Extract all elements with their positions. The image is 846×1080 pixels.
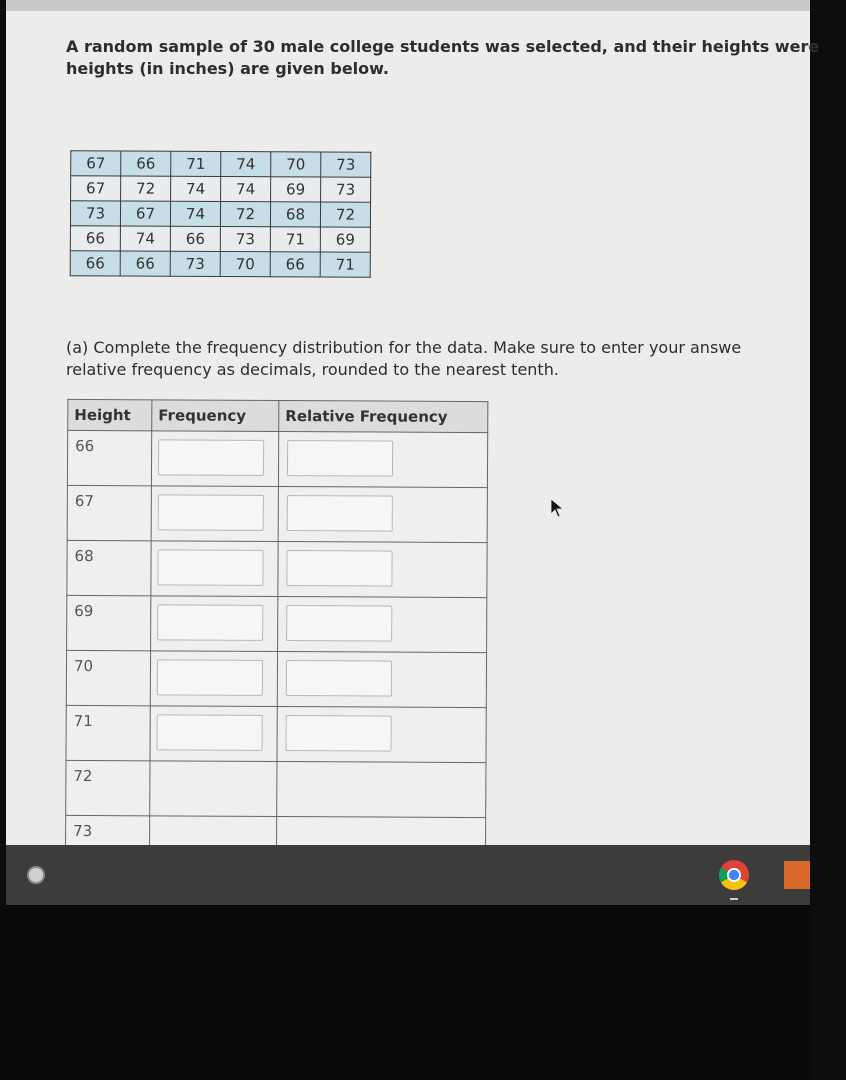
frequency-cell xyxy=(151,541,278,597)
frequency-input[interactable] xyxy=(157,604,263,641)
mouse-pointer-icon xyxy=(550,498,564,518)
relative-frequency-input[interactable] xyxy=(286,605,392,642)
data-cell: 73 xyxy=(321,177,371,202)
data-row xyxy=(71,176,371,203)
relative-frequency-input[interactable] xyxy=(287,440,393,477)
frequency-cell xyxy=(151,486,278,542)
data-cell: 67 xyxy=(120,201,170,226)
active-app-indicator xyxy=(730,898,738,900)
freq-row xyxy=(67,485,487,542)
data-cell: 67 xyxy=(71,176,121,201)
frequency-input[interactable] xyxy=(158,494,264,531)
relative-frequency-cell xyxy=(278,597,487,653)
data-cell: 66 xyxy=(70,251,120,276)
os-shelf xyxy=(6,845,810,905)
data-cell: 66 xyxy=(121,151,171,176)
data-cell: 74 xyxy=(221,177,271,202)
data-cell: 72 xyxy=(121,176,171,201)
frequency-cell xyxy=(150,651,277,707)
frequency-input[interactable] xyxy=(157,549,263,586)
frequency-cell xyxy=(151,596,278,652)
height-value: 72 xyxy=(66,760,150,815)
freq-row xyxy=(67,540,487,597)
relative-frequency-cell xyxy=(278,487,487,543)
height-value: 71 xyxy=(66,705,150,760)
header-frequency: Frequency xyxy=(152,400,279,432)
data-cell: 69 xyxy=(271,177,321,202)
data-cell: 70 xyxy=(271,152,321,177)
data-cell: 72 xyxy=(320,202,370,227)
part-a-line-1: (a) Complete the frequency distribution for the data. Make sure to enter your answe xyxy=(66,338,742,357)
question-page xyxy=(6,11,820,845)
header-height: Height xyxy=(68,399,152,430)
relative-frequency-cell xyxy=(277,762,486,818)
height-value: 69 xyxy=(67,595,151,650)
height-value: 67 xyxy=(67,485,151,540)
data-cell: 73 xyxy=(70,201,120,226)
data-cell: 74 xyxy=(120,226,170,251)
data-cell: 69 xyxy=(320,227,370,252)
relative-frequency-cell xyxy=(277,707,486,763)
app-icon[interactable] xyxy=(784,861,810,889)
part-a-instructions xyxy=(66,337,826,381)
data-cell: 66 xyxy=(70,226,120,251)
data-cell: 71 xyxy=(320,252,370,277)
relative-frequency-cell xyxy=(278,542,487,598)
data-cell: 66 xyxy=(170,226,220,251)
height-data-table xyxy=(70,150,372,278)
data-cell: 66 xyxy=(270,252,320,277)
relative-frequency-input[interactable] xyxy=(286,660,392,697)
device-bezel xyxy=(0,905,810,1080)
data-row xyxy=(71,151,371,178)
header-relative-frequency: Relative Frequency xyxy=(279,401,488,433)
data-cell: 66 xyxy=(120,251,170,276)
freq-row xyxy=(66,705,486,762)
data-cell: 71 xyxy=(171,151,221,176)
freq-row xyxy=(67,595,487,652)
frequency-cell xyxy=(150,761,277,817)
launcher-icon[interactable] xyxy=(27,866,45,884)
data-cell: 73 xyxy=(220,226,270,251)
data-cell: 70 xyxy=(220,251,270,276)
intro-line-1: A random sample of 30 male college students was selected, and their heights were xyxy=(66,37,820,56)
data-cell: 73 xyxy=(170,251,220,276)
frequency-input[interactable] xyxy=(157,659,263,696)
relative-frequency-input[interactable] xyxy=(286,550,392,587)
relative-frequency-input[interactable] xyxy=(286,715,392,752)
data-row xyxy=(70,251,370,278)
relative-frequency-cell xyxy=(277,652,486,708)
data-cell: 74 xyxy=(170,201,220,226)
data-cell: 71 xyxy=(270,227,320,252)
relative-frequency-input[interactable] xyxy=(287,495,393,532)
height-value: 68 xyxy=(67,540,151,595)
part-a-line-2: relative frequency as decimals, rounded to the nearest tenth. xyxy=(66,360,559,379)
freq-row xyxy=(66,760,486,817)
freq-header-row xyxy=(68,399,488,432)
data-cell: 68 xyxy=(270,202,320,227)
data-row xyxy=(70,226,370,253)
relative-frequency-cell xyxy=(278,432,487,488)
frequency-input[interactable] xyxy=(158,439,264,476)
frequency-cell xyxy=(150,706,277,762)
data-cell: 74 xyxy=(221,152,271,177)
data-row xyxy=(70,201,370,228)
data-cell: 73 xyxy=(321,152,371,177)
freq-row xyxy=(66,650,486,707)
screen xyxy=(6,0,820,905)
freq-row xyxy=(67,430,487,487)
intro-line-2: heights (in inches) are given below. xyxy=(66,59,389,78)
chrome-icon[interactable] xyxy=(718,859,750,891)
data-cell: 67 xyxy=(71,151,121,176)
data-cell: 74 xyxy=(171,176,221,201)
height-value: 70 xyxy=(66,650,150,705)
frequency-cell xyxy=(151,431,278,487)
frequency-input[interactable] xyxy=(157,714,263,751)
height-value: 73 xyxy=(65,815,149,870)
height-value: 66 xyxy=(67,430,151,485)
question-intro xyxy=(66,36,846,80)
data-cell: 72 xyxy=(220,202,270,227)
